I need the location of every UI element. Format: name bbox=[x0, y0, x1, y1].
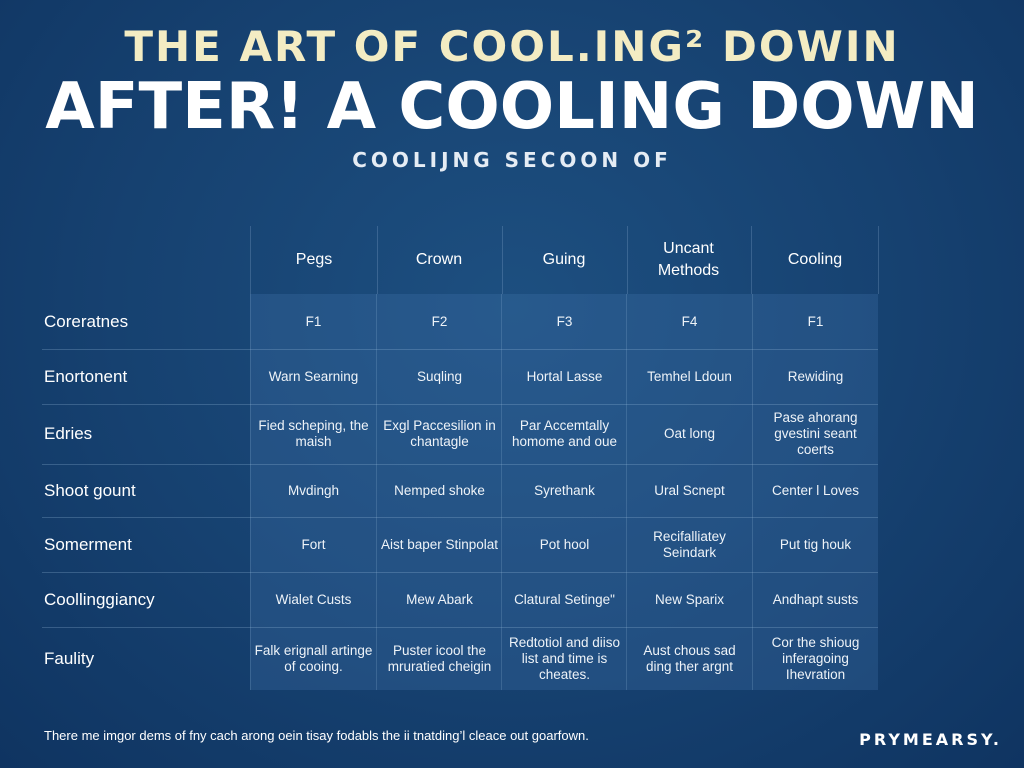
row-label: Coreratnes bbox=[44, 311, 129, 331]
table-cell: Pase ahorang gvestini seant coerts bbox=[752, 404, 878, 464]
table-cell: Aist baper Stinpolat bbox=[376, 517, 502, 572]
footer-note: There me imgor dems of fny cach arong oein tisay fodabls the ii tnatding’l cleace out goarfown. bbox=[44, 728, 589, 743]
table-cell: F2 bbox=[376, 294, 502, 349]
table-cell: F1 bbox=[250, 294, 376, 349]
table-cell: F1 bbox=[752, 294, 878, 349]
row-label: Edries bbox=[44, 424, 93, 443]
table-cell: Aust chous sad ding ther argnt bbox=[626, 627, 752, 690]
table-row bbox=[42, 572, 878, 628]
column-header: Crown bbox=[376, 226, 503, 294]
row-label: Shoot gount bbox=[44, 480, 136, 500]
table-cell: Puster icool the mruratied cheigin bbox=[376, 627, 502, 690]
table-row bbox=[42, 349, 878, 405]
table-cell: Redtotiol and diiso list and time is cheates. bbox=[501, 627, 627, 690]
column-header: Guing bbox=[501, 226, 628, 294]
table-cell: Warn Searning bbox=[250, 349, 376, 404]
row-label: Faulity bbox=[44, 648, 95, 668]
table-cell: New Sparix bbox=[626, 572, 752, 627]
table-row bbox=[42, 517, 878, 573]
comparison-table bbox=[42, 226, 878, 690]
subtitle: COOLIJNG SECOON OF bbox=[352, 148, 672, 172]
table-cell: Mew Abark bbox=[376, 572, 502, 627]
table-cell: Cor the shioug inferagoing Ihevration bbox=[752, 627, 878, 690]
table-cell: Mvdingh bbox=[250, 464, 376, 517]
brand-logo-text: PRYMEARSY. bbox=[859, 730, 1002, 749]
table-cell: Falk erignall artinge of cooing. bbox=[250, 627, 376, 690]
table-cell: Fied scheping, the maish bbox=[250, 404, 376, 464]
table-cell: Nemped shoke bbox=[376, 464, 502, 517]
table-cell: Rewiding bbox=[752, 349, 878, 404]
title-line-2: AFTER! A COOLING DOWN bbox=[45, 70, 979, 144]
table-cell: Exgl Paccesilion in chantagle bbox=[376, 404, 502, 464]
row-label: Enortonent bbox=[44, 366, 128, 386]
table-row bbox=[42, 404, 878, 465]
column-header: Pegs bbox=[250, 226, 378, 294]
table-cell: Fort bbox=[250, 517, 376, 572]
table-cell: Put tig houk bbox=[752, 517, 878, 572]
table-cell: Oat long bbox=[626, 404, 752, 464]
title-line-1: THE ART OF COOL.ING² DOWIN bbox=[124, 22, 900, 71]
table-cell: Pot hool bbox=[501, 517, 627, 572]
table-row bbox=[42, 627, 878, 690]
table-row bbox=[42, 294, 878, 350]
column-header: Uncant Methods bbox=[626, 226, 752, 294]
column-header: Cooling bbox=[752, 226, 879, 294]
table-cell: Par Accemtally homome and oue bbox=[501, 404, 627, 464]
table-cell: Syrethank bbox=[501, 464, 627, 517]
table-cell: Andhapt susts bbox=[752, 572, 878, 627]
row-label: Coollinggiancy bbox=[44, 589, 155, 609]
table-cell: Hortal Lasse bbox=[501, 349, 627, 404]
table-cell: Temhel Ldoun bbox=[626, 349, 752, 404]
row-label: Somerment bbox=[44, 534, 132, 554]
table-cell: Wialet Custs bbox=[250, 572, 376, 627]
table-cell: Clatural Setinge" bbox=[501, 572, 627, 627]
table-row bbox=[42, 464, 878, 518]
table-cell: Recifalliatey Seindark bbox=[626, 517, 752, 572]
table-cell: Suqling bbox=[376, 349, 502, 404]
table-cell: Center l Loves bbox=[752, 464, 878, 517]
table-cell: Ural Scnept bbox=[626, 464, 752, 517]
table-cell: F3 bbox=[501, 294, 627, 349]
table-cell: F4 bbox=[626, 294, 752, 349]
